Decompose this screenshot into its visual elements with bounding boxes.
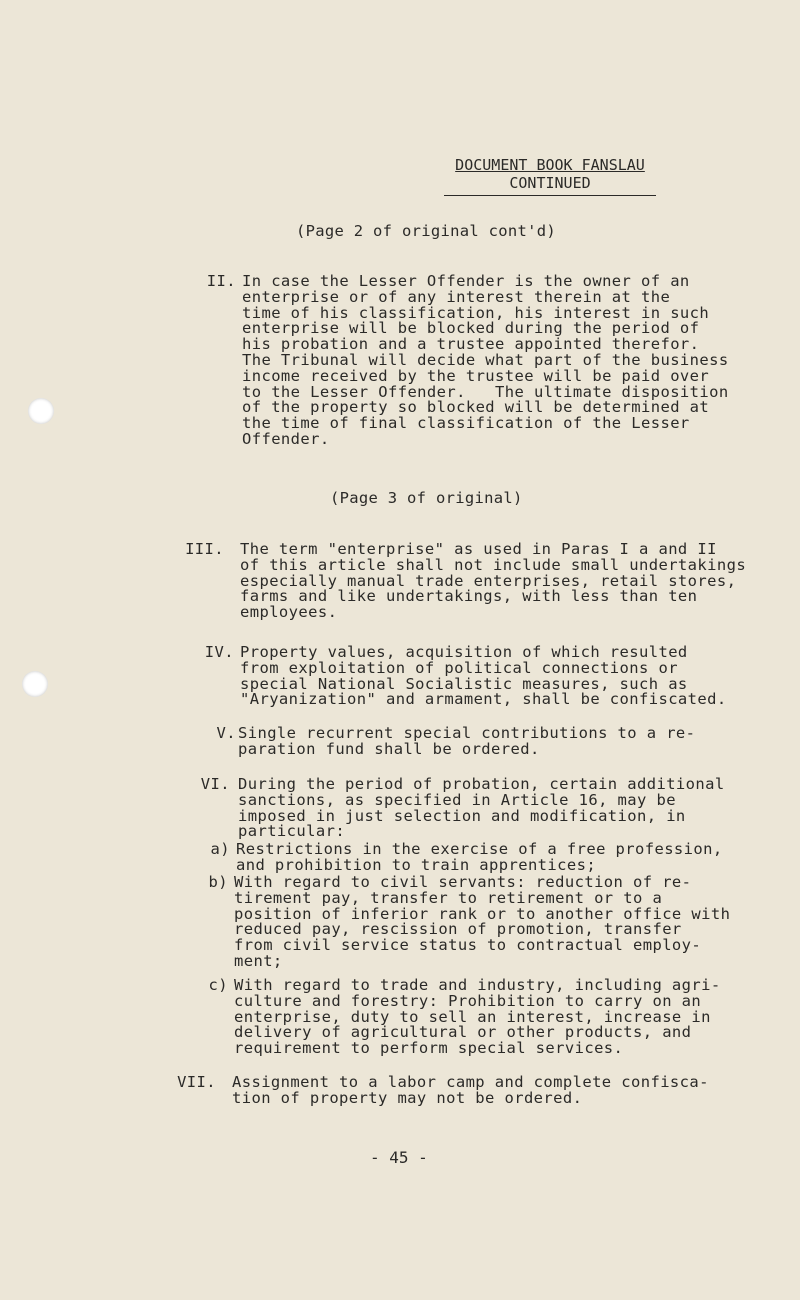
paragraph-text: The term "enterprise" as used in Paras I a and II of this article shall not include small undertakings especially manual trade enterprises, retail stores, farms and like undertakings, with less than ten employees. — [240, 540, 747, 622]
sub-item-text: With regard to trade and industry, including agri- culture and forestry: Prohibition to carry on an enterprise, duty to sell an interest, increase in delivery of agricultural or other products, and requirement to perform special services. — [234, 976, 721, 1058]
page-note-2: (Page 2 of original cont'd) — [296, 222, 557, 240]
sub-item-letter: b) — [208, 873, 228, 891]
paragraph-number: II. — [206, 272, 236, 290]
paragraph-iii — [185, 540, 747, 622]
sub-item-a — [210, 840, 723, 874]
paragraph-text: Assignment to a labor camp and complete confisca- tion of property may not be ordered. — [232, 1073, 709, 1107]
paragraph-number: VII. — [177, 1073, 216, 1091]
paragraph-vii — [177, 1073, 709, 1107]
paragraph-text: Single recurrent special contributions to a re- paration fund shall be ordered. — [238, 724, 696, 758]
paragraph-number: IV. — [204, 643, 234, 661]
paragraph-iv — [204, 643, 727, 709]
paragraph-v — [216, 724, 696, 758]
sub-item-text: With regard to civil servants: reduction of re- tirement pay, transfer to retirement or to a position of inferior rank or to another office with reduced pay, rescission of promotion, transfer from civil service status to contractual employ- ment; — [234, 873, 731, 970]
punch-hole-bottom — [22, 671, 48, 697]
sub-item-letter: a) — [210, 840, 230, 858]
page-number: - 45 - — [370, 1148, 428, 1167]
header-subtitle: CONTINUED — [444, 174, 656, 196]
paragraph-number: VI. — [200, 775, 230, 793]
sub-item-b — [208, 873, 731, 970]
paragraph-number: III. — [185, 540, 224, 558]
paragraph-text: In case the Lesser Offender is the owner of an enterprise or of any interest therein at the time of his classification, his interest in such enterprise will be blocked during the period of his probation and a trustee appointed therefor. The Tribunal will decide what part of the business income received by the trustee will be paid over to the Lesser Offender. The ultimate disposition of the property so blocked will be determined at the time of final classification of the Lesser Offender. — [242, 272, 729, 448]
paragraph-vi — [200, 775, 725, 841]
header-title: DOCUMENT BOOK FANSLAU — [455, 156, 645, 174]
paragraph-ii — [206, 272, 729, 448]
paragraph-text: Property values, acquisition of which resulted from exploitation of political connections or special National Socialistic measures, such as "Aryanization" and armament, shall be confiscated. — [240, 643, 727, 709]
sub-item-c — [208, 976, 721, 1058]
document-header — [444, 156, 656, 196]
paragraph-text: During the period of probation, certain additional sanctions, as specified in Article 16, may be imposed in just selection and modification, in particular: — [238, 775, 725, 841]
sub-item-text: Restrictions in the exercise of a free profession, and prohibition to train apprentices; — [236, 840, 723, 874]
page-note-3: (Page 3 of original) — [330, 489, 523, 507]
paragraph-number: V. — [216, 724, 236, 742]
punch-hole-top — [28, 398, 54, 424]
sub-item-letter: c) — [208, 976, 228, 994]
